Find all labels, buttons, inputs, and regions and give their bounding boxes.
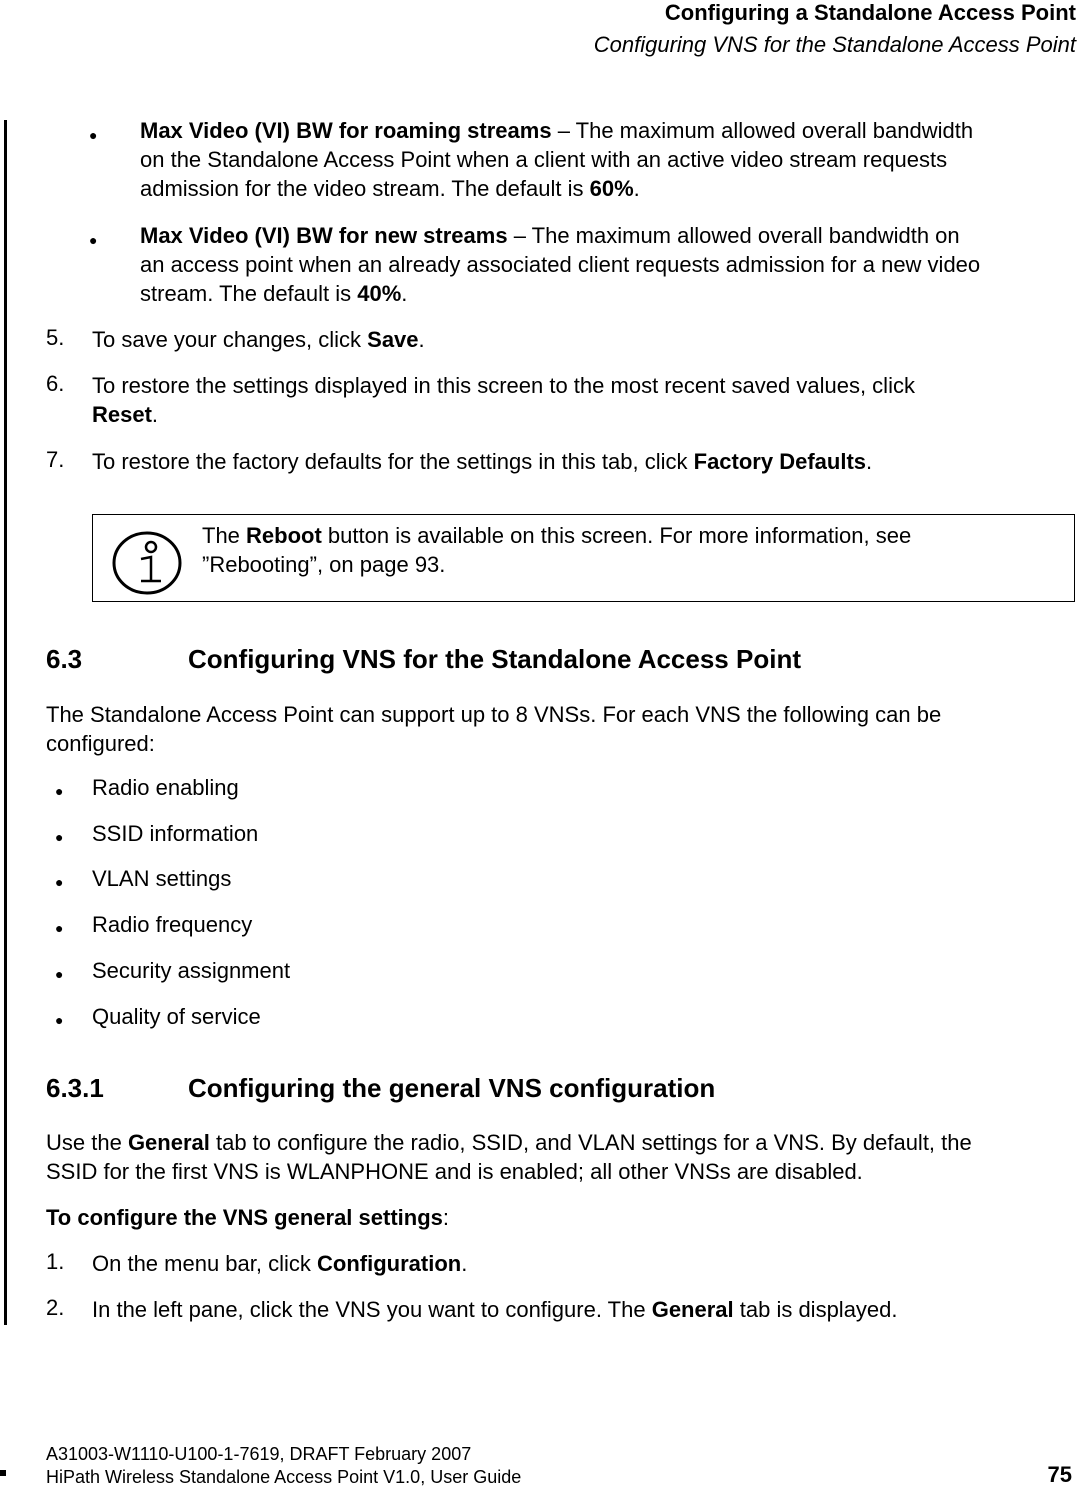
footer-doc-title: HiPath Wireless Standalone Access Point V1.0, User Guide [46,1467,522,1487]
subsection-paragraph: Use the General tab to configure the radio, SSID, and VLAN settings for a VNS. By default, the SSID for the first VNS is WLANPHONE and is enabled; all other VNSs are disabled. [46,1130,972,1184]
step-save: To save your changes, click Save. [92,327,425,352]
section-number: 6.3 [46,644,83,674]
change-bar [4,120,7,1325]
list-item: VLAN settings [92,866,232,891]
bullet-dot-icon: ● [55,874,64,890]
step-number: 7. [46,447,65,472]
step-reset: To restore the settings displayed in this screen to the most recent saved values, click Reset. [92,373,915,427]
bullet-dot-icon: ● [55,1012,64,1028]
step-number: 2. [46,1295,65,1320]
bullet-dot-icon: ● [55,920,64,936]
page-number: 75 [1047,1462,1072,1487]
step-configuration: On the menu bar, click Configuration. [92,1251,468,1276]
footer-doc-id: A31003-W1110-U100-1-7619, DRAFT February 2007 [46,1444,472,1464]
list-item: SSID information [92,821,259,846]
section-intro: The Standalone Access Point can support up to 8 VNSs. For each VNS the following can be configured: [46,702,942,756]
bullet-dot-icon: ● [89,127,98,143]
subsection-number: 6.3.1 [46,1073,104,1103]
note-text: The Reboot button is available on this screen. For more information, see ”Rebooting”, on page 93. [202,523,912,577]
bullet-dot-icon: ● [89,232,98,248]
step-number: 6. [46,371,65,396]
info-icon [111,530,183,596]
running-header-title: Configuring a Standalone Access Point [664,0,1076,25]
bullet-dot-icon: ● [55,783,64,799]
bullet-item-roaming: Max Video (VI) BW for roaming streams – The maximum allowed overall bandwidth on the Standalone Access Point when a client with an active video stream requests admission for the video stream. The default is 60%. [140,118,974,201]
list-item: Radio enabling [92,775,239,800]
section-title: Configuring VNS for the Standalone Access Point [188,644,801,674]
bullet-item-new-streams: Max Video (VI) BW for new streams – The maximum allowed overall bandwidth on an access point when an already associated client requests admission for a new video stream. The default is 40%. [140,223,981,306]
footer-mark [0,1470,6,1476]
procedure-title: To configure the VNS general settings: [46,1205,449,1230]
step-select-vns: In the left pane, click the VNS you want to configure. The General tab is displayed. [92,1297,898,1322]
step-number: 5. [46,325,65,350]
running-header-subtitle: Configuring VNS for the Standalone Access Point [593,32,1076,57]
subsection-title: Configuring the general VNS configuration [188,1073,716,1103]
list-item: Radio frequency [92,912,253,937]
step-factory-defaults: To restore the factory defaults for the settings in this tab, click Factory Defaults. [92,449,873,474]
bullet-dot-icon: ● [55,966,64,982]
list-item: Quality of service [92,1004,261,1029]
step-number: 1. [46,1249,65,1274]
bullet-dot-icon: ● [55,829,64,845]
list-item: Security assignment [92,958,291,983]
